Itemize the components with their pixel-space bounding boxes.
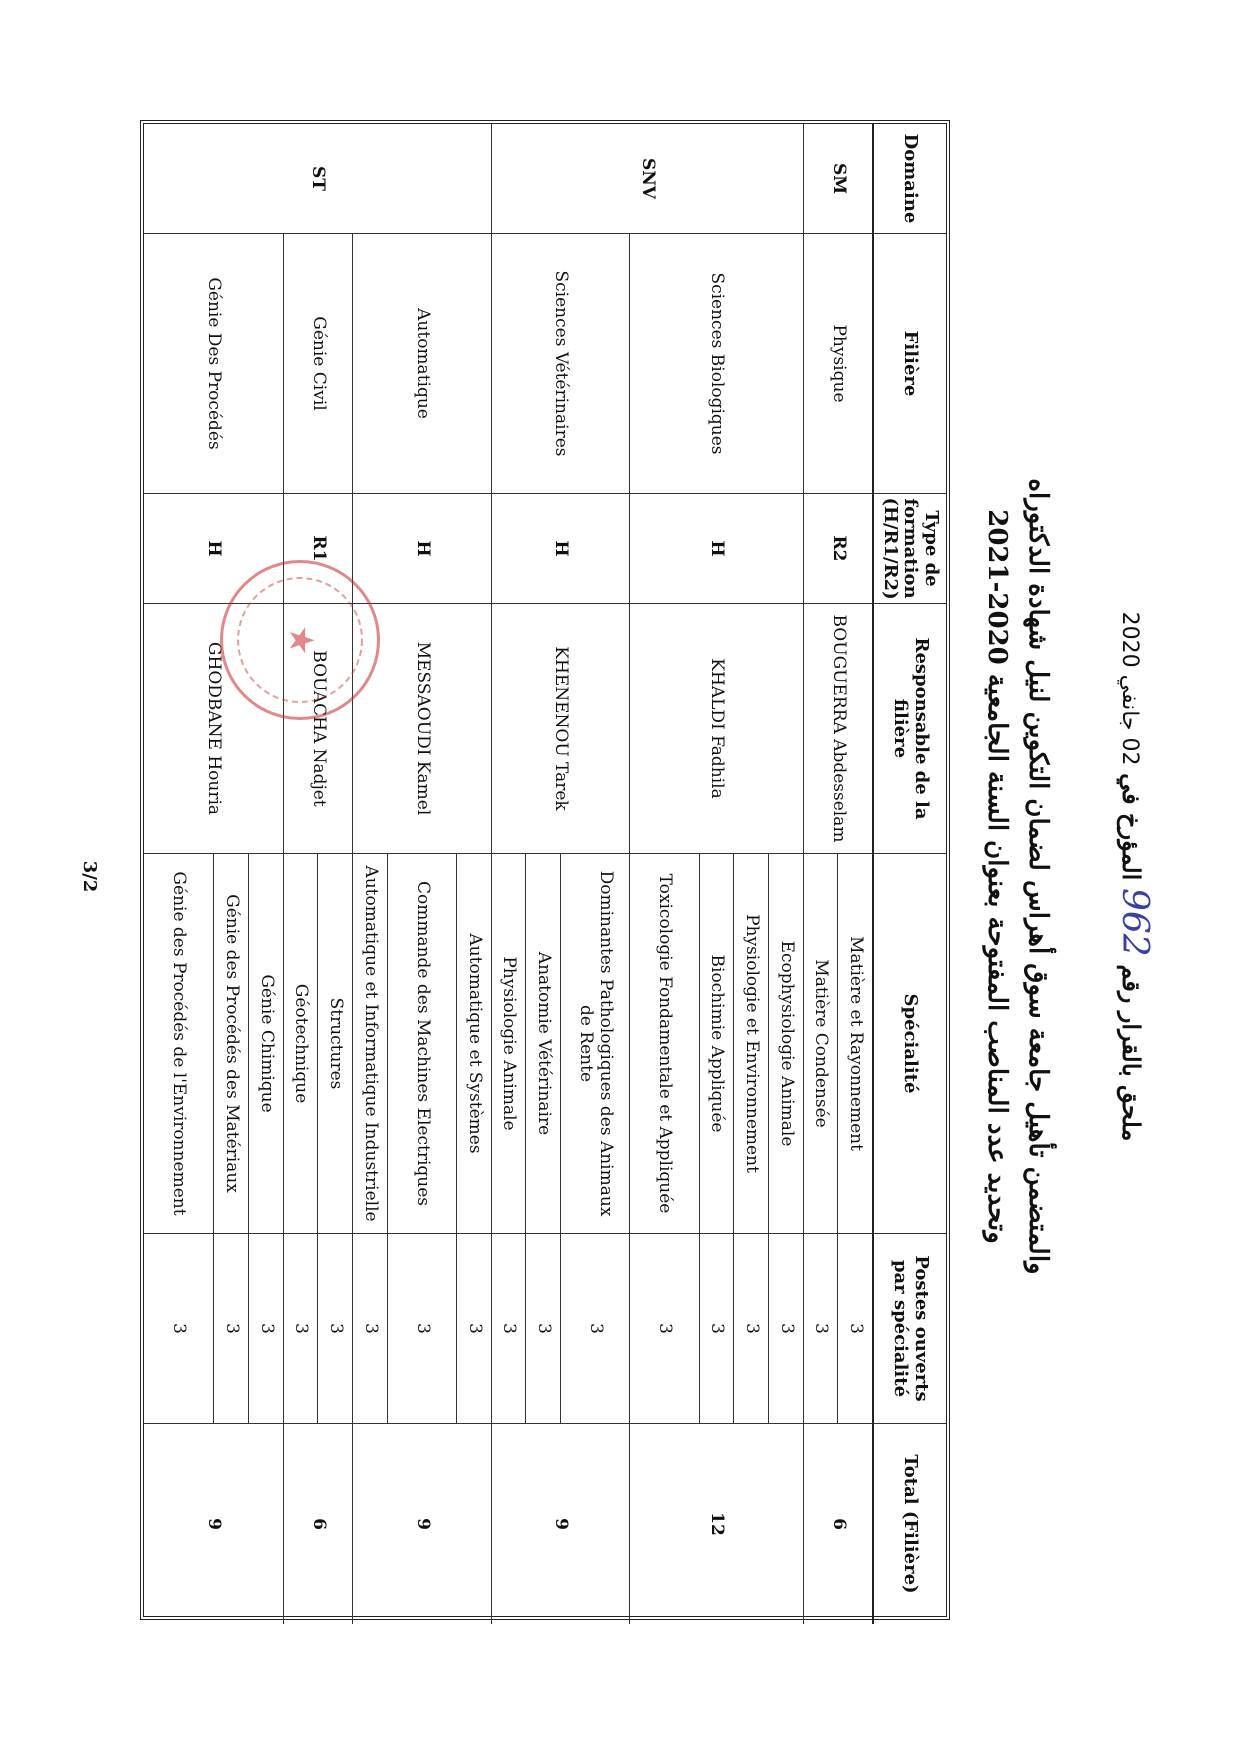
filiere-cell: Sciences Vétérinaires	[491, 234, 630, 494]
decree-prefix: ملحق بالقرار رقم	[1117, 964, 1146, 1142]
col-header-postes: Postes ouverts par spécialité	[872, 1234, 946, 1424]
total-cell: 6	[803, 1424, 872, 1624]
col-header-total: Total (Filière)	[872, 1424, 946, 1624]
total-cell: 9	[491, 1424, 630, 1624]
specialite-cell: Génie des Procédés des Matériaux	[213, 854, 248, 1234]
decree-dated: المؤرخ في	[1117, 773, 1146, 881]
responsable-cell: BOUACHA Nadjet	[283, 604, 352, 854]
specialite-cell: Automatique et Informatique Industrielle	[352, 854, 387, 1234]
filiere-cell: Automatique	[352, 234, 491, 494]
responsable-cell: KHENENOU Tarek	[491, 604, 630, 854]
postes-cell: 3	[456, 1234, 491, 1424]
specialite-cell: Commande des Machines Electriques	[387, 854, 456, 1234]
col-header-domaine: Domaine	[872, 124, 946, 234]
postes-cell: 3	[733, 1234, 768, 1424]
domain-cell: SNV	[491, 124, 803, 234]
postes-cell: 3	[387, 1234, 456, 1424]
decree-date: 02 جانفي 2020	[1117, 611, 1142, 766]
specialite-cell: Physiologie et Environnement	[733, 854, 768, 1234]
specialite-cell: Toxicologie Fondamentale et Appliquée	[629, 854, 698, 1234]
postes-cell: 3	[352, 1234, 387, 1424]
postes-cell: 3	[491, 1234, 526, 1424]
postes-cell: 3	[317, 1234, 352, 1424]
responsable-cell: BOUGUERRA Abdesselam	[803, 604, 872, 854]
postes-cell: 3	[248, 1234, 283, 1424]
filiere-cell: Génie Des Procédés	[144, 234, 283, 494]
specialite-cell: Automatique et Systèmes	[456, 854, 491, 1234]
postes-cell: 3	[283, 1234, 318, 1424]
specialite-cell: Structures	[317, 854, 352, 1234]
type-cell: H	[629, 494, 802, 604]
filiere-cell: Physique	[803, 234, 872, 494]
decree-number: 962	[1114, 887, 1155, 957]
postes-cell: 3	[560, 1234, 629, 1424]
col-header-specialite: Spécialité	[872, 854, 946, 1234]
filiere-cell: Génie Civil	[283, 234, 352, 494]
specialite-cell: Anatomie Vétérinaire	[525, 854, 560, 1234]
header-line-3: وتحديد عدد المناصب المفتوحة بعنوان السنة الجامعية 2020-2021	[982, 509, 1012, 1244]
total-cell: 6	[283, 1424, 352, 1624]
type-cell: H	[352, 494, 491, 604]
header-line-2: والمتضمن تأهيل جامعة سوق أهراس لضمان التكوين لنيل شهادة الدكتوراه	[1023, 478, 1053, 1275]
total-cell: 9	[204, 1518, 225, 1530]
postes-cell: 3	[699, 1234, 734, 1424]
postes-cell: 3	[629, 1234, 698, 1424]
domain-cell: SM	[803, 124, 872, 234]
specialite-cell: Matière et Rayonnement	[837, 854, 872, 1234]
postes-cell: 3	[803, 1234, 838, 1424]
filiere-cell: Sciences Biologiques	[629, 234, 802, 494]
type-cell: H	[144, 494, 283, 604]
col-header-responsable: Responsable de la filière	[872, 604, 946, 854]
specialite-cell: Physiologie Animale	[491, 854, 526, 1234]
page-number: 3/2	[79, 860, 100, 893]
postes-cell: 3	[525, 1234, 560, 1424]
specialite-cell: Géotechnique	[283, 854, 318, 1234]
type-cell: R2	[803, 494, 872, 604]
responsable-cell: KHALDI Fadhila	[629, 604, 802, 854]
domain-cell: ST	[144, 124, 491, 234]
specialite-cell: Matière Condensée	[803, 854, 838, 1234]
total-cell: 9	[352, 1424, 491, 1624]
responsable-cell: MESSAOUDI Kamel	[352, 604, 491, 854]
type-cell: R1	[283, 494, 352, 604]
decree-reference	[1114, 0, 1155, 1753]
responsable-cell: GHODBANE Houria	[144, 604, 283, 854]
specialite-cell: Dominantes Pathologiques des Animaux de Rente	[560, 854, 629, 1234]
col-header-type: Type de formation (H/R1/R2)	[872, 494, 946, 604]
specialite-cell: Génie Chimique	[248, 854, 283, 1234]
postes-cell: 3	[768, 1234, 803, 1424]
official-stamp	[220, 560, 380, 720]
total-cell: 12	[629, 1424, 802, 1624]
star-icon: ★	[281, 625, 321, 656]
postes-cell: 3	[213, 1234, 248, 1424]
specialite-cell: Génie des Procédés de l'Environnement	[144, 854, 213, 1234]
col-header-filiere: Filière	[872, 234, 946, 494]
specialite-cell: Ecophysiologie Animale	[768, 854, 803, 1234]
type-cell: H	[491, 494, 630, 604]
postes-cell: 3	[837, 1234, 872, 1424]
specialite-cell: Biochimie Appliquée	[699, 854, 734, 1234]
doctorate-table	[140, 120, 950, 1620]
postes-cell: 3	[144, 1234, 213, 1424]
